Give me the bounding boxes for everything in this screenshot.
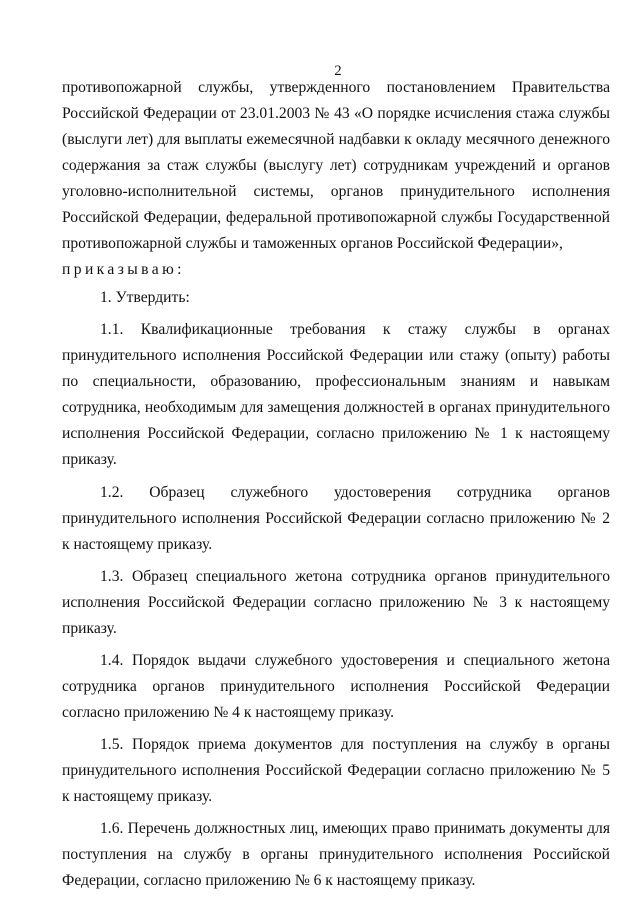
item-1-6: 1.6. Перечень должностных лиц, имеющих право принимать документы для поступления на службу в органы принудительного исполнения Российской Федерации, согласно приложению № 6 к настоящему приказу.: [62, 820, 610, 889]
item-1-5: 1.5. Порядок приема документов для поступления на службу в органы принудительного исполнения Российской Федерации согласно приложению № 5 к настоящему приказу.: [62, 736, 610, 805]
intro-paragraph: противопожарной службы, утвержденного постановлением Правительства Российской Федерации от 23.01.2003 № 43 «О порядке исчисления стажа службы (выслуги лет) для выплаты ежемесячной надбавки к окладу месячного денежного содержания за стаж службы (выслугу лет) сотрудникам учреждений и органов уголовно-исполнительной системы, органов принудительного исполнения Российской Федерации, федеральной противопожарной службы Государственной противопожарной службы и таможенных органов Российской Федерации»,: [62, 79, 610, 252]
page-number: 2: [334, 63, 342, 79]
item-1: 1. Утвердить:: [100, 289, 190, 306]
item-1-2: 1.2. Образец служебного удостоверения сотрудника органов принудительного исполнения Российской Федерации согласно приложению № 2 к настоящему приказу.: [62, 484, 610, 553]
document-body: [62, 75, 610, 894]
item-1-3: 1.3. Образец специального жетона сотрудника органов принудительного исполнения Российской Федерации согласно приложению № 3 к настоящему приказу.: [62, 568, 610, 637]
order-word: приказываю:: [62, 261, 185, 278]
item-1-4: 1.4. Порядок выдачи служебного удостоверения и специального жетона сотрудника органов принудительного исполнения Российской Федерации согласно приложению № 4 к настоящему приказу.: [62, 652, 610, 721]
item-1-1: 1.1. Квалификационные требования к стажу службы в органах принудительного исполнения Российской Федерации или стажу (опыту) работы по специальности, образованию, профессиональным знаниям и навыкам сотрудника, необходимым для замещения должностей в органах принудительного исполнения Российской Федерации, согласно приложению № 1 к настоящему приказу.: [62, 321, 610, 468]
